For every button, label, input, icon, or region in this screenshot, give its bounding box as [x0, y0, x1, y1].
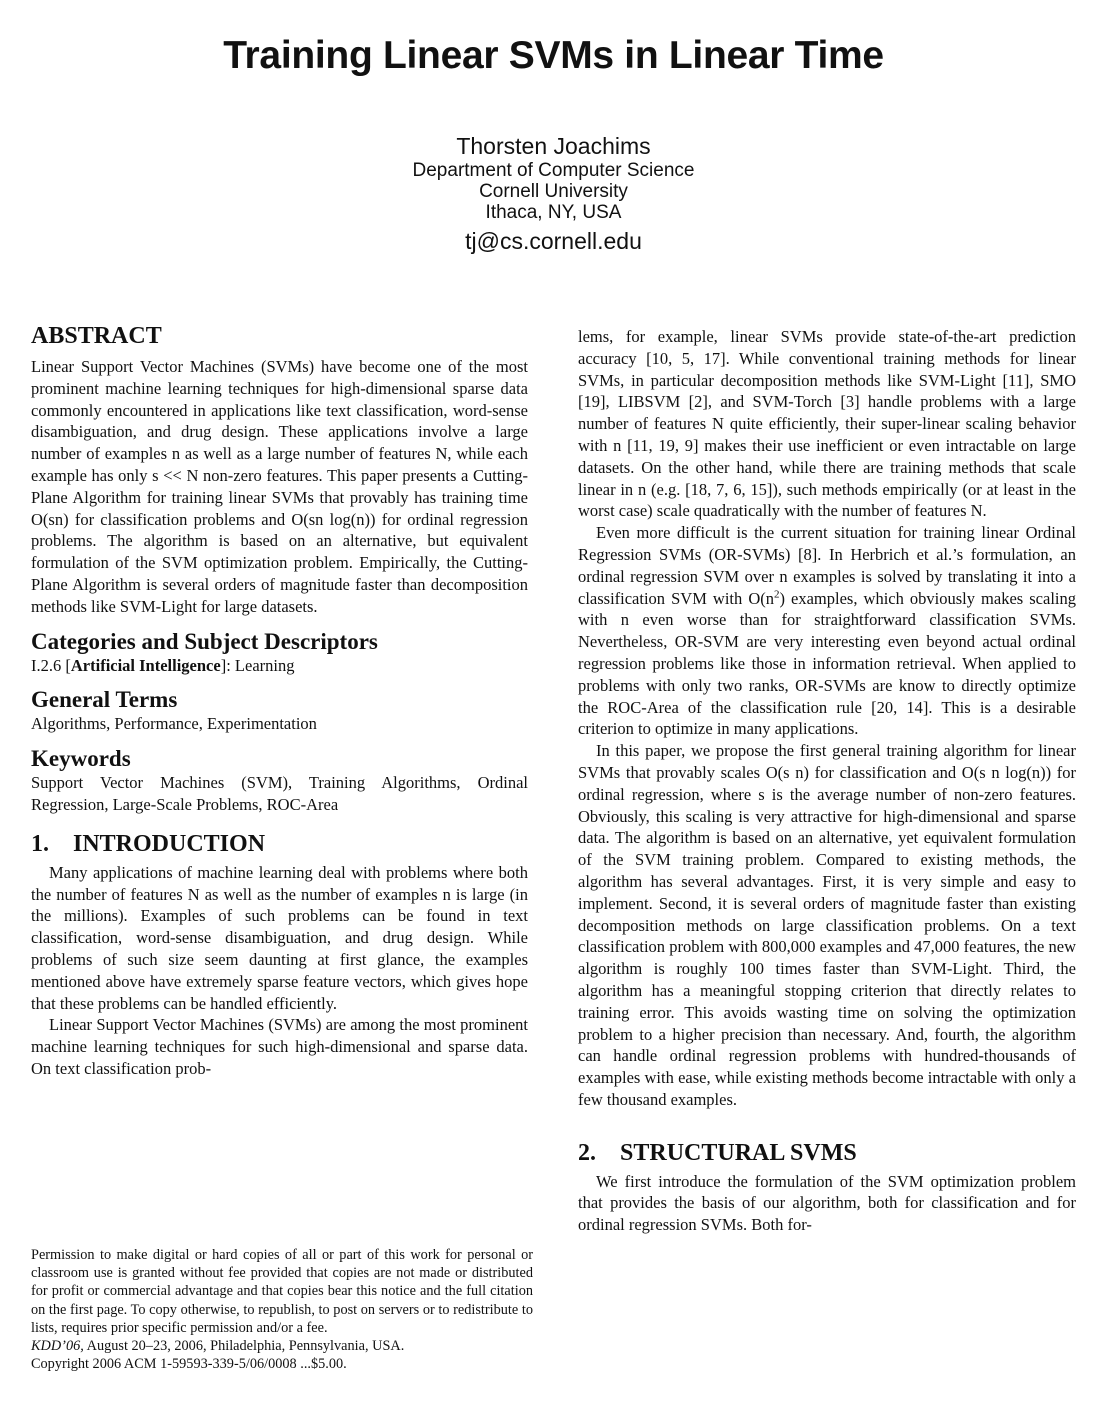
general-terms-text: Algorithms, Performance, Experimentation — [31, 714, 317, 734]
author-name: Thorsten Joachims — [456, 133, 651, 159]
intro-paragraph-4: In this paper, we propose the first general training algorithm for linear SVMs that provably scales O(s n) for classification and O(s n log(n)) for ordinal regression, where s is the average number of non-zero features. Obviously, this scaling is very attractive for high-dimensional and sparse data. The algorithm is based on an alternative, yet equivalent formulation of the SVM training problem. Compared to existing methods, the algorithm has several advantages. First, it is very simple and easy to implement. Second, it is several orders of magnitude faster than existing decomposition methods on large classification problems. On a text classification problem with 800,000 examples and 47,000 features, the new algorithm is roughly 100 times faster than SVM-Light. Third, the algorithm has a meaningful stopping criterion that directly relates to training error. This avoids wasting time on solving the optimization problem to a higher precision than necessary. And, fourth, the algorithm can handle ordinal regression problems with hundred-thousands of examples with ease, while existing methods become intractable with only a few thousand examples. — [578, 741, 1076, 1109]
structural-paragraph-1: We first introduce the formulation of the SVM optimization problem that provides the basis of our algorithm, both for classification and for ordinal regression SVMs. Both for- — [578, 1171, 1076, 1235]
author-email: tj@cs.cornell.edu — [465, 228, 642, 254]
categories-heading: Categories and Subject Descriptors — [31, 628, 378, 654]
intro-paragraph-1: Many applications of machine learning deal with problems where both the number of features N as well as the number of examples n is large (in the millions). Examples of such problems can be found in text classification, word-sense disambiguation, and drug design. While problems of such size seem daunting at first glance, the examples mentioned above have extremely sparse feature vectors, which gives hope that these problems can be handled efficiently. — [31, 862, 528, 1013]
intro-paragraph-2: Linear Support Vector Machines (SVMs) are among the most prominent machine learning techniques for such high-dimensional and sparse data. On text classification prob- — [31, 1015, 528, 1078]
keywords-text: Support Vector Machines (SVM), Training Algorithms, Ordinal Regression, Large-Scale Problems, ROC-Area — [31, 773, 528, 814]
left-column — [31, 322, 528, 1080]
intro-paragraph-3: Even more difficult is the current situation for training linear Ordinal Regression SVMs (OR-SVMs) [8]. In Herbrich et al.’s formulation, an ordinal regression SVM over n examples is solved by translating it into a classification SVM with $O(n^2)$ examples, which obviously makes scaling with n even worse than for straightforward classification SVMs. Nevertheless, OR-SVM are very interesting even beyond actual ordinal regression problems like those in information retrieval. When applied to problems with only two ranks, OR-SVMs are know to directly optimize the ROC-Area of the classification rule [20, 14]. This is a desirable criterion to optimize in many applications. — [578, 523, 1076, 739]
conference-line: KDD’06, August 20–23, 2006, Philadelphia, Pennsylvania, USA. — [31, 1338, 405, 1355]
abstract-text: Linear Support Vector Machines (SVMs) have become one of the most prominent machine learning techniques for high-dimensional sparse data commonly encountered in applications like text classification, word-sense disambiguation, and drug design. These applications involve a large number of examples n as well as a large number of features N, while each example has only s << N non-zero features. This paper presents a Cutting-Plane Algorithm for training linear SVMs that provably has training time O(sn) for classification problems and O(sn log(n)) for ordinal regression problems. The algorithm is based on an alternative, but equivalent formulation of the SVM optimization problem. Empirically, the Cutting-Plane Algorithm is several orders of magnitude faster than decomposition methods like SVM-Light for large datasets. — [31, 357, 528, 616]
author-department: Department of Computer Science — [412, 160, 695, 181]
introduction-heading: 1. INTRODUCTION — [31, 830, 266, 857]
keywords-heading: Keywords — [31, 746, 131, 772]
permission-footnote — [31, 1246, 533, 1373]
paper-title: Training Linear SVMs in Linear Time — [223, 34, 884, 77]
permission-text: Permission to make digital or hard copies of all or part of this work for personal or classroom use is granted without fee provided that copies are not made or distributed for profit or commercial advantage and that copies bear this notice and the full citation on the first page. To copy otherwise, to republish, to post on servers or to redistribute to lists, requires prior specific permission and/or a fee. — [31, 1247, 533, 1336]
intro-paragraph-2-continued: lems, for example, linear SVMs provide state-of-the-art prediction accuracy [10, 5, 17]. While conventional training methods for linear SVMs, in particular decomposition methods like SVM-Light [11], SMO [19], LIBSVM [2], and SVM-Torch [3] handle problems with a large number of features N quite efficiently, their super-linear scaling behavior with n [11, 19, 9] makes their use inefficient or even intractable on large datasets. On the other hand, while there are training methods that scale linear in n (e.g. [18, 7, 6, 15]), such methods empirically (or at least in the worst case) scale quadratically with the number of features N. — [578, 327, 1076, 521]
author-location: Ithaca, NY, USA — [485, 202, 622, 223]
structural-svms-heading: 2. STRUCTURAL SVMS — [578, 1139, 857, 1166]
author-university: Cornell University — [479, 181, 628, 202]
abstract-heading: ABSTRACT — [31, 323, 162, 349]
general-terms-heading: General Terms — [31, 687, 178, 713]
categories-text: I.2.6 [Artificial Intelligence]: Learning — [31, 655, 295, 675]
right-column — [578, 326, 1076, 1236]
copyright-line: Copyright 2006 ACM 1-59593-339-5/06/0008 ...$5.00. — [31, 1356, 347, 1373]
author-block — [0, 132, 1107, 256]
